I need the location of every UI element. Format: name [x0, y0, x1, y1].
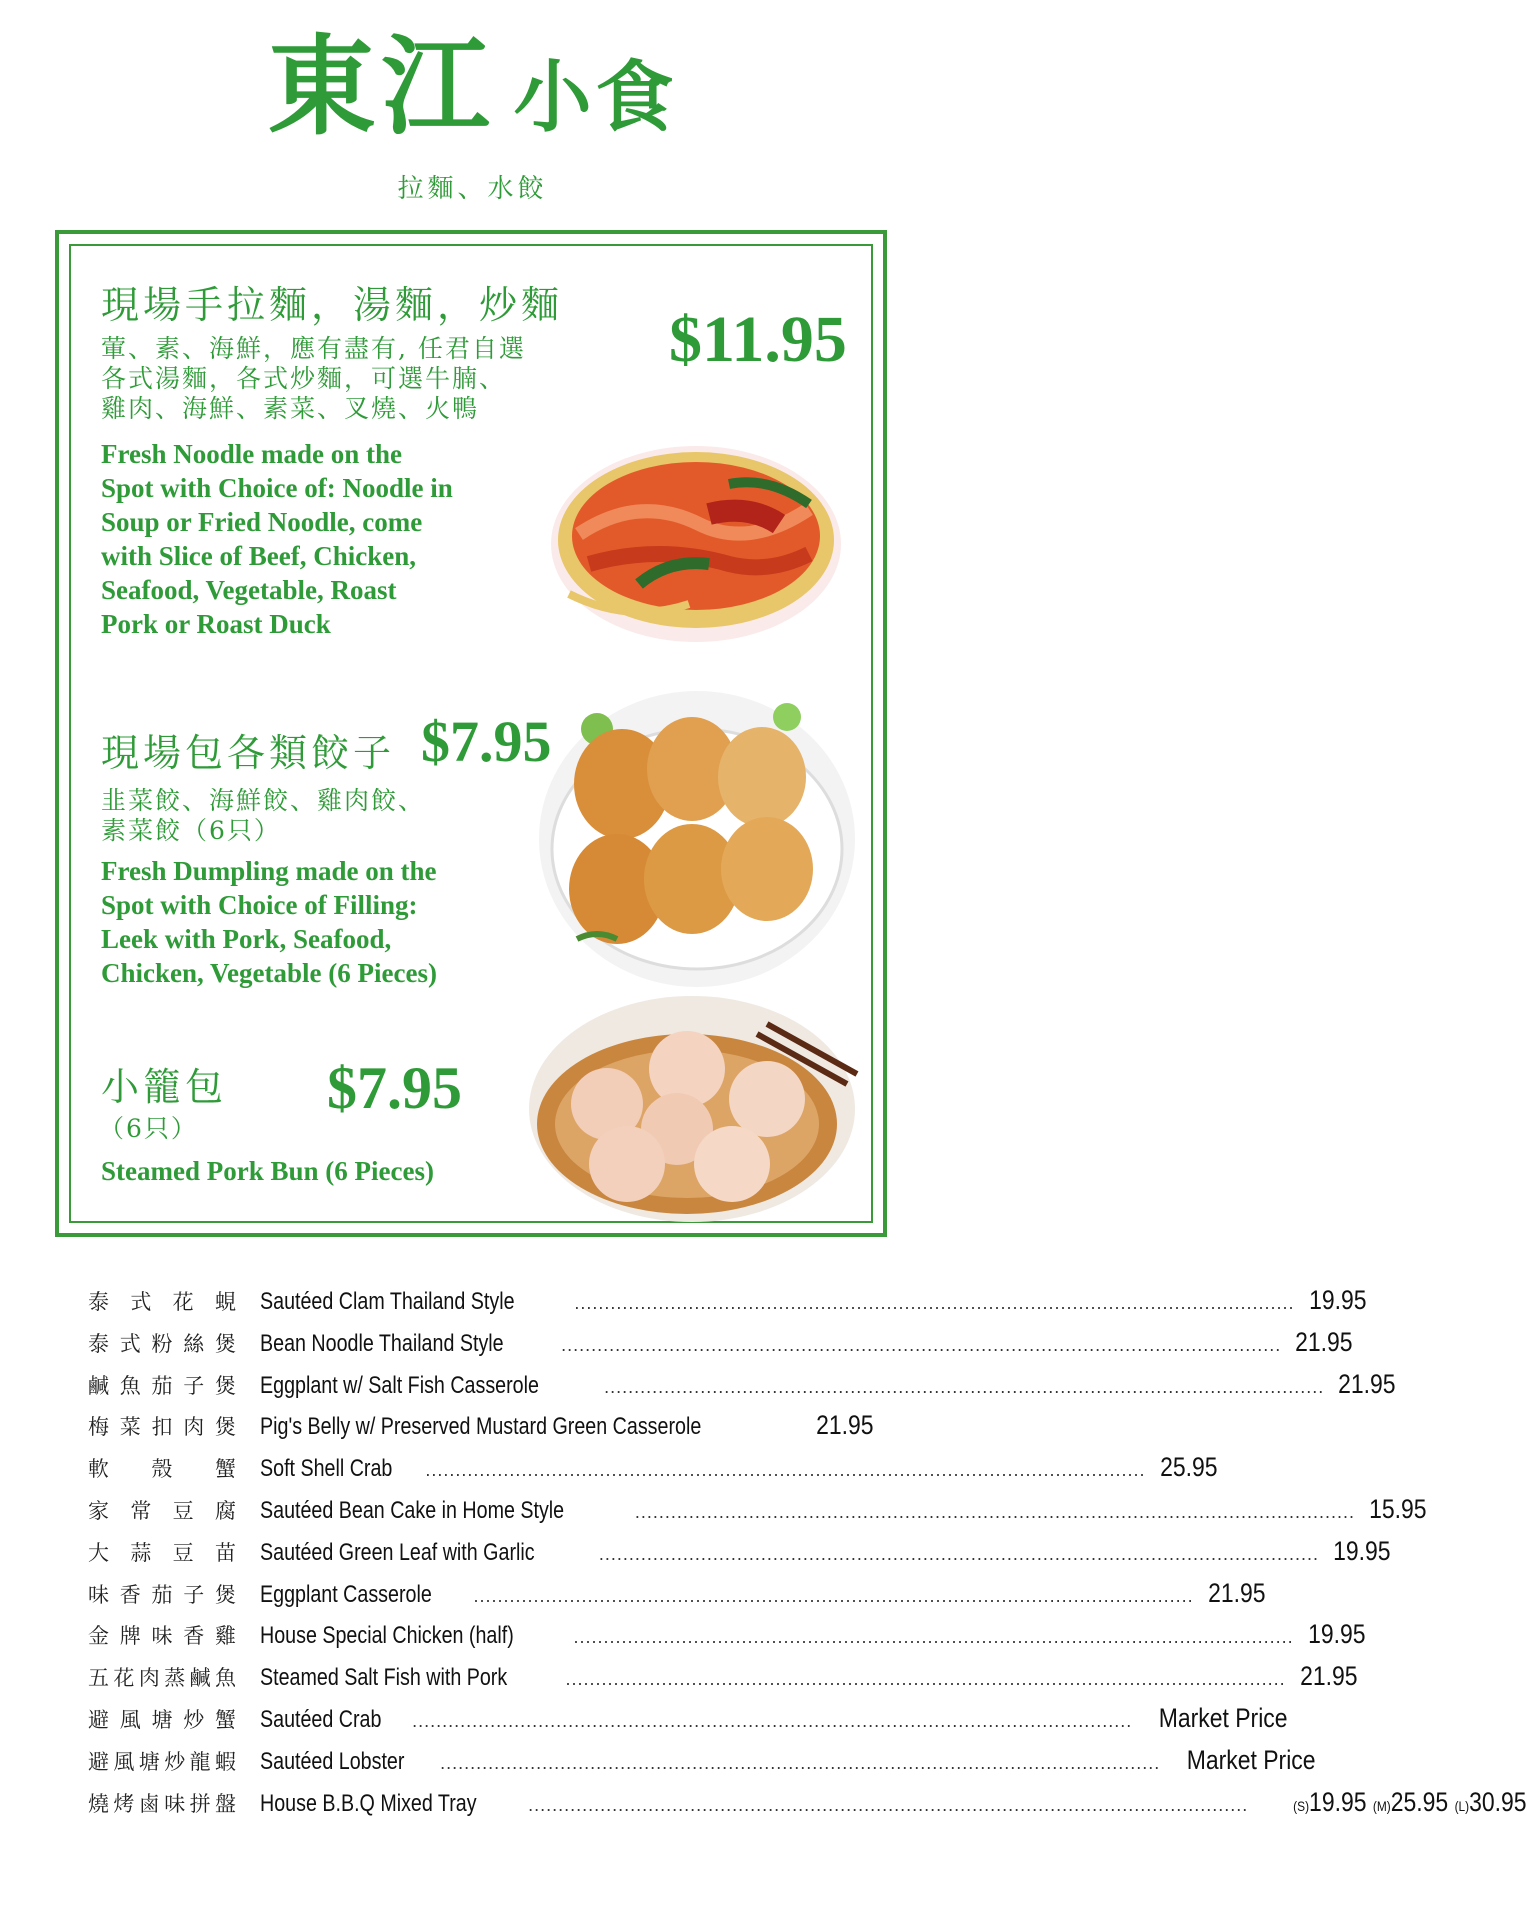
menu-row — [88, 1575, 1266, 1617]
leader-dots: ........................................................................................................................ — [412, 1710, 1133, 1731]
leader-dots: ........................................................................................................................ — [565, 1669, 1286, 1690]
restaurant-subtitle: 拉麵、水餃 — [397, 174, 548, 204]
menu-item-name: Eggplant w/ Salt Fish Casserole — [260, 1371, 539, 1399]
menu-item-name: Pig's Belly w/ Preserved Mustard Green Casserole — [260, 1413, 702, 1441]
noodle-en-desc-line: with Slice of Beef, Chicken, — [101, 541, 416, 571]
size-price-l: 30.95 — [1469, 1786, 1527, 1817]
menu-item-size-prices — [1293, 1784, 1526, 1824]
xlb-price: $7.95 — [327, 1055, 462, 1121]
xlb-zh-desc: （6只） — [99, 1114, 198, 1143]
restaurant-name: 東江 — [267, 24, 496, 150]
dumpling-zh-desc — [101, 786, 425, 846]
noodle-zh-desc-line: 各式湯麵，各式炒麵，可選牛腩、 — [101, 364, 507, 393]
noodle-en-desc-line: Fresh Noodle made on the — [101, 439, 402, 469]
noodle-zh-desc — [101, 334, 526, 424]
menu-row — [88, 1742, 1316, 1784]
noodle-en-desc-line: Pork or Roast Duck — [101, 609, 331, 639]
menu-item-price: 21.95 — [816, 1410, 874, 1441]
dumpling-zh-desc-line: 韭菜餃、海鮮餃、雞肉餃、 — [101, 786, 426, 815]
leader-dots: ........................................................................................................................ — [634, 1501, 1356, 1522]
noodle-price: $11.95 — [669, 303, 847, 376]
size-label-m: (M) — [1373, 1797, 1391, 1814]
menu-item-zh: 鹹魚茄子煲 — [88, 1373, 238, 1398]
menu-item-price: 21.95 — [1299, 1661, 1358, 1692]
menu-item-price: 19.95 — [1333, 1535, 1391, 1566]
menu-item-zh: 味香茄子煲 — [88, 1582, 238, 1607]
menu-item-zh: 大蒜豆苗 — [88, 1540, 238, 1565]
size-price-s: 19.95 — [1309, 1786, 1367, 1817]
restaurant-title — [0, 22, 945, 163]
leader-dots: ........................................................................................................................ — [604, 1376, 1325, 1397]
menu-item-zh: 金牌味香雞 — [88, 1624, 238, 1649]
dumpling-en-desc — [101, 854, 437, 990]
leader-dots: ........................................................................................................................ — [574, 1293, 1295, 1313]
leader-dots: ........................................................................................................................ — [425, 1460, 1146, 1481]
menu-item-price: 25.95 — [1159, 1452, 1218, 1483]
menu-item-zh: 泰式花蜆 — [88, 1290, 238, 1314]
leader-dots: ........................................................................................................................ — [573, 1627, 1294, 1648]
menu-item-zh: 避風塘炒蟹 — [88, 1707, 238, 1732]
noodle-en-desc — [101, 437, 453, 641]
menu-item-zh: 家常豆腐 — [88, 1498, 238, 1523]
leader-dots: ........................................................................................................................ — [561, 1334, 1282, 1355]
menu-item-price: 19.95 — [1307, 1619, 1366, 1650]
xlb-zh-title: 小籠包 — [101, 1065, 228, 1109]
menu-row — [88, 1533, 1391, 1575]
fried-dumplings-photo — [537, 689, 857, 989]
leader-dots: ........................................................................................................................ — [598, 1543, 1319, 1564]
menu-item-name: Sautéed Green Leaf with Garlic — [260, 1538, 535, 1566]
noodle-en-desc-line: Spot with Choice of: Noodle in — [101, 473, 453, 503]
menu-item-name: House Special Chicken (half) — [260, 1622, 514, 1650]
menu-row — [88, 1784, 1527, 1826]
dumpling-en-desc-line: Leek with Pork, Seafood, — [101, 924, 392, 954]
menu-item-name: Bean Noodle Thailand Style — [260, 1329, 504, 1357]
dumpling-en-desc-line: Spot with Choice of Filling: — [101, 890, 418, 920]
menu-row — [88, 1491, 1427, 1533]
menu-row — [88, 1366, 1396, 1408]
menu-item-name: Eggplant Casserole — [260, 1580, 432, 1608]
menu-item-zh: 梅菜扣肉煲 — [88, 1415, 238, 1440]
menu-item-zh: 五花肉蒸鹹魚 — [88, 1666, 238, 1691]
menu-item-price: Market Price — [1158, 1702, 1288, 1733]
featured-box — [55, 230, 887, 1237]
noodle-zh-title: 現場手拉麵，湯麵，炒麵 — [101, 283, 564, 327]
menu-item-zh: 燒烤鹵味拼盤 — [88, 1791, 238, 1816]
menu-item-price: 19.95 — [1308, 1285, 1367, 1315]
menu-row — [88, 1449, 1218, 1491]
noodle-zh-desc-line: 雞肉、海鮮、素菜、叉燒、火鴨 — [101, 394, 480, 423]
menu-item-name: Soft Shell Crab — [260, 1455, 393, 1483]
menu-row — [88, 1616, 1366, 1658]
dumpling-en-desc-line: Chicken, Vegetable (6 Pieces) — [101, 958, 437, 988]
menu-item-price: 21.95 — [1338, 1368, 1396, 1399]
menu-item-name: House B.B.Q Mixed Tray — [260, 1789, 477, 1817]
size-label-l: (L) — [1454, 1797, 1470, 1814]
steamed-buns-photo — [527, 994, 857, 1224]
menu-item-name: Steamed Salt Fish with Pork — [260, 1664, 508, 1692]
menu-row — [88, 1282, 1367, 1324]
size-price-m: 25.95 — [1390, 1786, 1449, 1817]
leader-dots: ........................................................................................................................ — [473, 1585, 1194, 1606]
noodle-soup-photo — [549, 444, 844, 644]
dumpling-en-desc-line: Fresh Dumpling made on the — [101, 856, 437, 886]
noodle-en-desc-line: Seafood, Vegetable, Roast — [101, 575, 397, 605]
menu-item-price: 21.95 — [1207, 1577, 1266, 1608]
menu-item-name: Sautéed Clam Thailand Style — [260, 1288, 515, 1315]
menu-item-zh: 避風塘炒龍蝦 — [88, 1749, 238, 1774]
menu-item-zh: 泰式粉絲煲 — [88, 1331, 238, 1356]
size-label-s: (S) — [1293, 1797, 1310, 1814]
dumpling-zh-desc-line: 素菜餃（6只） — [101, 816, 281, 845]
restaurant-name-small: 小食 — [513, 52, 678, 143]
menu-row — [88, 1658, 1358, 1700]
leader-dots: ........................................................................................................................ — [528, 1794, 1249, 1815]
menu-item-name: Sautéed Lobster — [260, 1747, 405, 1775]
menu-item-price: Market Price — [1186, 1744, 1316, 1775]
dumpling-zh-title: 現場包各類餃子 — [101, 731, 396, 775]
leader-dots: ........................................................................................................................ — [440, 1752, 1161, 1773]
noodle-zh-desc-line: 葷、素、海鮮，應有盡有, 任君自選 — [101, 334, 526, 363]
dumpling-price: $7.95 — [421, 709, 552, 774]
menu-header — [0, 0, 945, 225]
menu-row — [88, 1407, 874, 1449]
menu-list — [88, 1282, 1527, 1825]
menu-item-name: Sautéed Bean Cake in Home Style — [260, 1496, 565, 1524]
menu-item-price: 15.95 — [1369, 1493, 1427, 1524]
menu-item-zh: 軟殼蟹 — [88, 1457, 238, 1482]
menu-item-name: Sautéed Crab — [260, 1705, 382, 1733]
noodle-en-desc-line: Soup or Fried Noodle, come — [101, 507, 423, 537]
menu-row — [88, 1700, 1288, 1742]
xlb-en-desc: Steamed Pork Bun (6 Pieces) — [101, 1156, 434, 1186]
menu-row — [88, 1324, 1353, 1366]
menu-item-price: 21.95 — [1295, 1326, 1353, 1357]
